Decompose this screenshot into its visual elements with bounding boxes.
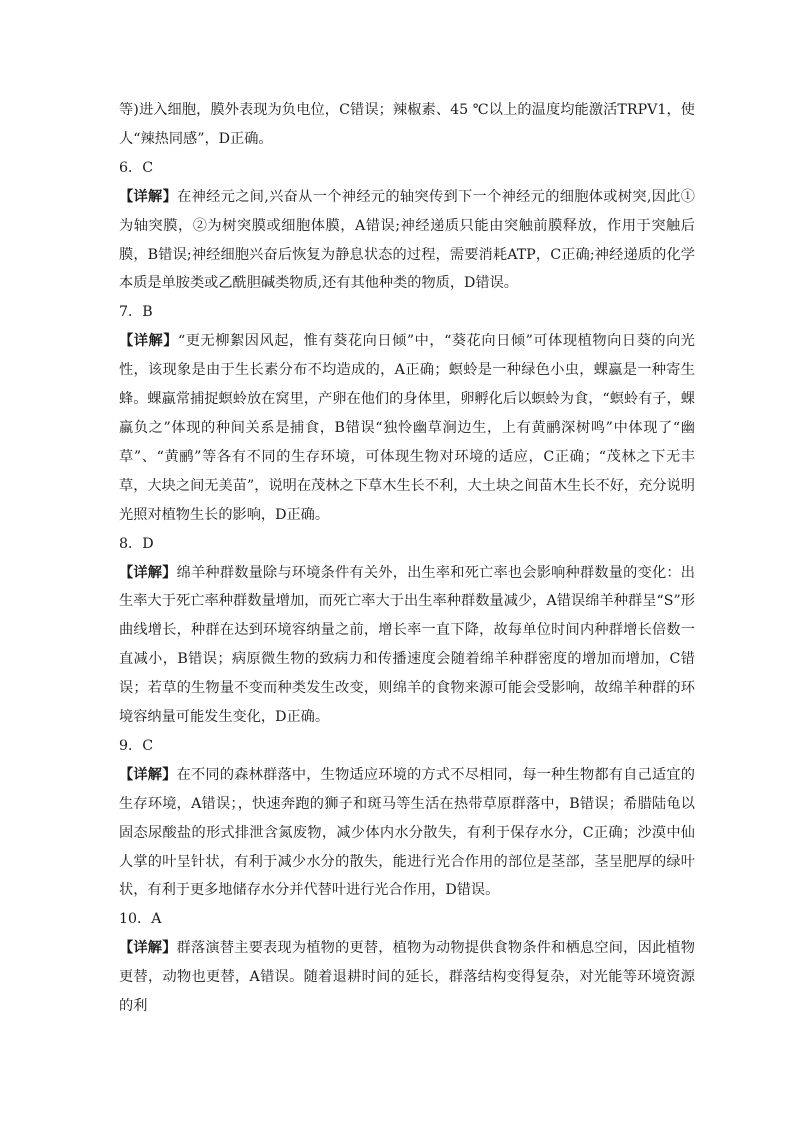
question-number-7 bbox=[119, 298, 695, 327]
explanation-text: “更无柳絮因风起，惟有葵花向日倾”中，“葵花向日倾”可体现植物向日葵的向光性，该现象是由于生长素分布不均造成的，A正确；螟蛉是一种绿色小虫，蜾蠃是一种寄生蜂。蜾蠃常捕捉螟蛉放在窝里，产卵在他们的身体里，卵孵化后以螟蛉为食，“螟蛉有子，蜾蠃负之”体现的种间关系是捕食，B错误“独怜幽草涧边生，上有黄鹂深树鸣”中体现了“幽草”、“黄鹂”等各有不同的生存环境，可体现生物对环境的适应，C正确；“茂林之下无丰草，大块之间无美苗”，说明在茂林之下草木生长不利，大土块之间苗木生长不好，充分说明光照对植物生长的影响，D正确。 bbox=[119, 333, 695, 523]
paragraph-text: 等)进入细胞，膜外表现为负电位，C错误；辣椒素、45 ℃以上的温度均能激活TRPV1，使人“辣热同感”，D正确。 bbox=[119, 102, 695, 147]
question-number-8 bbox=[119, 530, 695, 559]
explanation-7 bbox=[119, 327, 695, 529]
question-number-text: 7．B bbox=[119, 304, 153, 321]
explanation-10 bbox=[119, 934, 695, 1021]
question-number-9 bbox=[119, 732, 695, 761]
detail-tag: 【详解】 bbox=[119, 564, 177, 581]
explanation-text: 在神经元之间,兴奋从一个神经元的轴突传到下一个神经元的细胞体或树突,因此①为轴突膜，②为树突膜或细胞体膜，A错误;神经递质只能由突触前膜释放，作用于突触后膜，B错误;神经细胞兴奋后恢复为静息状态的过程，需要消耗ATP，C正确;神经递质的化学本质是单胺类或乙酰胆碱类物质,还有其他种类的物质，D错误。 bbox=[119, 188, 695, 292]
explanation-6 bbox=[119, 183, 695, 299]
question-number-10 bbox=[119, 905, 695, 934]
question-number-text: 6．C bbox=[119, 159, 154, 176]
question-number-text: 10．A bbox=[119, 911, 162, 928]
detail-tag: 【详解】 bbox=[119, 940, 177, 957]
explanation-text: 绵羊种群数量除与环境条件有关外，出生率和死亡率也会影响种群数量的变化：出生率大于死亡率种群数量增加，而死亡率大于出生率种群数量减少，A错误绵羊种群呈“S”形曲线增长，种群在达到环境容纳量之前，增长率一直下降，故每单位时间内种群增长倍数一直减小，B错误；病原微生物的致病力和传播速度会随着绵羊种群密度的增加而增加，C错误；若草的生物量不变而种类发生改变，则绵羊的食物来源可能会受影响，故绵羊种群的环境容纳量可能发生变化，D正确。 bbox=[119, 564, 695, 726]
explanation-9 bbox=[119, 761, 695, 906]
question-number-text: 9．C bbox=[119, 737, 154, 754]
detail-tag: 【详解】 bbox=[119, 766, 177, 783]
explanation-8 bbox=[119, 559, 695, 732]
explanation-text: 群落演替主要表现为植物的更替，植物为动物提供食物条件和栖息空间，因此植物更替，动物也更替，A错误。随着退耕时间的延长，群落结构变得复杂，对光能等环境资源的利 bbox=[119, 940, 695, 1015]
detail-tag: 【详解】 bbox=[119, 333, 178, 350]
detail-tag: 【详解】 bbox=[119, 188, 178, 205]
explanation-text: 在不同的森林群落中，生物适应环境的方式不尽相同，每一种生物都有自己适宜的生存环境，A错误；，快速奔跑的狮子和斑马等生活在热带草原群落中，B错误；希腊陆龟以固态尿酸盐的形式排泄含氮废物，减少体内水分散失，有利于保存水分，C正确；沙漠中仙人掌的叶呈针状，有利于减少水分的散失，能进行光合作用的部位是茎部，茎呈肥厚的绿叶状，有利于更多地储存水分并代替叶进行光合作用，D错误。 bbox=[119, 766, 695, 899]
question-number-6 bbox=[119, 154, 695, 183]
continuation-paragraph bbox=[119, 96, 695, 154]
question-number-text: 8．D bbox=[119, 535, 154, 552]
answer-content bbox=[119, 96, 695, 1021]
